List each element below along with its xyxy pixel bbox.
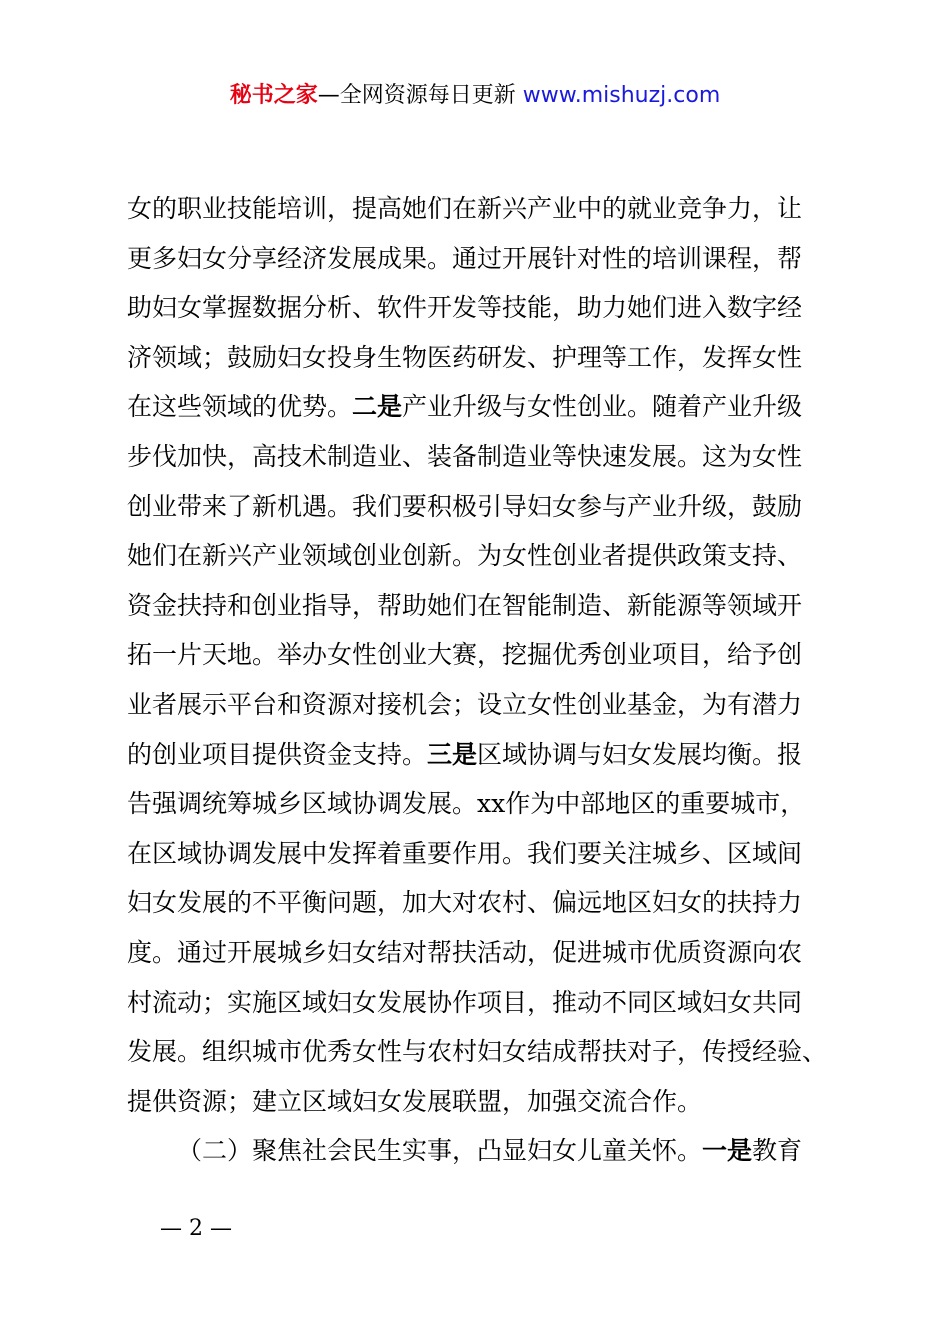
text-run: 在这些领域的优势。 bbox=[127, 392, 353, 422]
text-line: 在区域协调发展中发挥着重要作用。我们要关注城乡、区域间 bbox=[127, 838, 803, 868]
text-line: 步伐加快，高技术制造业、装备制造业等快速发展。这为女性 bbox=[127, 441, 803, 471]
page-number: — 2 — bbox=[160, 1216, 232, 1241]
bold-ordinal: 三是 bbox=[427, 739, 478, 769]
text-line: 助妇女掌握数据分析、软件开发等技能，助力她们进入数字经 bbox=[127, 293, 803, 323]
text-run: 的创业项目提供资金支持。 bbox=[127, 739, 428, 769]
bold-ordinal: 二是 bbox=[352, 392, 403, 422]
text-line: 妇女发展的不平衡问题，加大对农村、偏远地区妇女的扶持力 bbox=[127, 888, 803, 918]
text-line: 村流动；实施区域妇女发展协作项目，推动不同区域妇女共同 bbox=[127, 987, 803, 1017]
placeholder-xx: xx bbox=[477, 789, 506, 819]
site-tagline: —全网资源每日更新 bbox=[317, 83, 523, 108]
text-line: 拓一片天地。举办女性创业大赛，挖掘优秀创业项目，给予创 bbox=[127, 640, 803, 670]
text-line: 提供资源；建立区域妇女发展联盟，加强交流合作。 bbox=[127, 1086, 703, 1116]
text-run: 告强调统筹城乡区域协调发展。 bbox=[127, 789, 478, 819]
text-line bbox=[127, 779, 847, 829]
text-line: 度。通过开展城乡妇女结对帮扶活动，促进城市优质资源向农 bbox=[127, 937, 803, 967]
text-line bbox=[127, 730, 847, 780]
section-heading-line bbox=[127, 1126, 847, 1176]
text-line bbox=[127, 382, 847, 432]
document-body bbox=[127, 184, 847, 1176]
text-line: 济领域；鼓励妇女投身生物医药研发、护理等工作，发挥女性 bbox=[127, 342, 803, 372]
text-line: 发展。组织城市优秀女性与农村妇女结成帮扶对子，传授经验、 bbox=[127, 1037, 828, 1067]
text-run: 区域协调与妇女发展均衡。报 bbox=[477, 739, 803, 769]
site-header bbox=[0, 80, 950, 112]
text-run: 教育 bbox=[752, 1136, 803, 1166]
text-line: 女的职业技能培训，提高她们在新兴产业中的就业竞争力，让 bbox=[127, 194, 803, 223]
text-line: 创业带来了新机遇。我们要积极引导妇女参与产业升级，鼓励 bbox=[127, 491, 803, 521]
text-line: 资金扶持和创业指导，帮助她们在智能制造、新能源等领域开 bbox=[127, 590, 803, 620]
site-url-link[interactable]: www.mishuzj.com bbox=[522, 83, 721, 108]
bold-ordinal: 一是 bbox=[702, 1136, 753, 1166]
text-run: 产业升级与女性创业。随着产业升级 bbox=[402, 392, 803, 422]
text-line: 业者展示平台和资源对接机会；设立女性创业基金，为有潜力 bbox=[127, 689, 803, 719]
section-heading: （二）聚焦社会民生实事，凸显妇女儿童关怀。 bbox=[177, 1136, 703, 1166]
text-line: 更多妇女分享经济发展成果。通过开展针对性的培训课程，帮 bbox=[127, 243, 803, 273]
text-line: 她们在新兴产业领域创业创新。为女性创业者提供政策支持、 bbox=[127, 541, 803, 571]
site-brand: 秘书之家 bbox=[229, 83, 318, 108]
text-run: 作为中部地区的重要城市， bbox=[505, 789, 806, 819]
